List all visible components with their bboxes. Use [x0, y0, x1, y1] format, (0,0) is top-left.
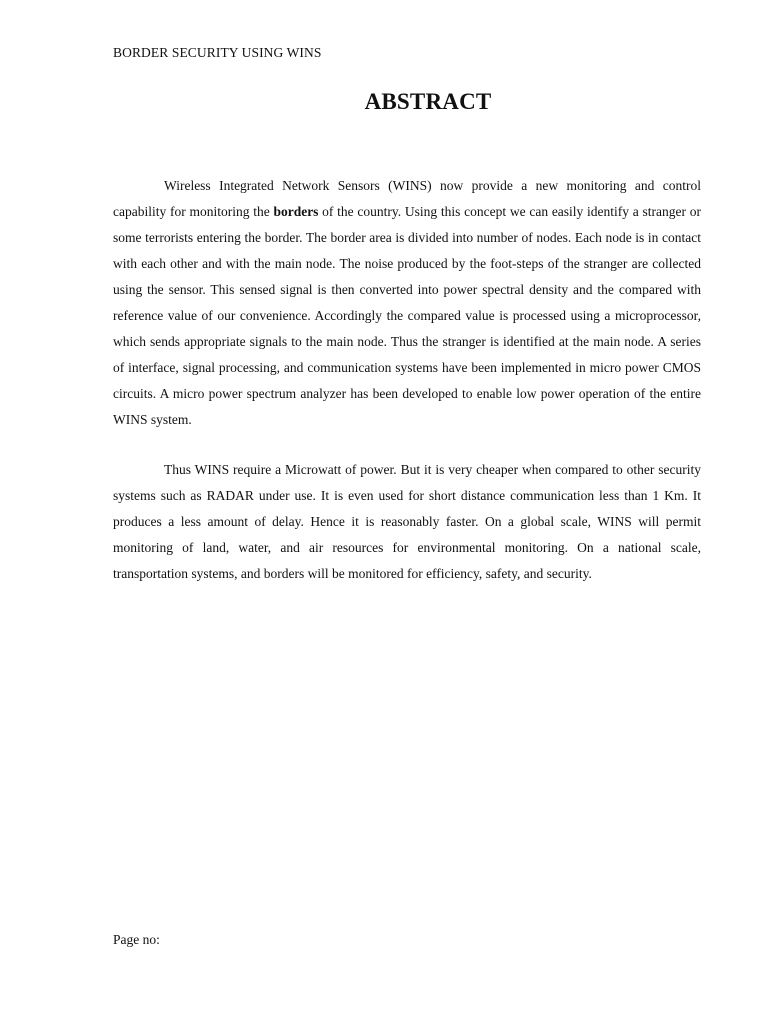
running-header: BORDER SECURITY USING WINS: [113, 45, 322, 60]
abstract-paragraph-1: [113, 173, 701, 433]
abstract-paragraph-2: [113, 457, 701, 587]
paragraph-1-bold-term: borders: [273, 204, 319, 219]
page-title: ABSTRACT: [364, 89, 492, 114]
page-number-label: Page no:: [113, 932, 160, 947]
paragraph-1-text-start: Wireless Integrated Network Sensors (WINS) now provide a new monitoring and control capability for monitoring the: [113, 178, 701, 219]
paragraph-1-text-end: of the country. Using this concept we can easily identify a stranger or some terrorists entering the border. The border area is divided into number of nodes. Each node is in contact with each other and with the main node. The noise produced by the foot-steps of the stranger are collected using the sensor. This sensed signal is then converted into power spectral density and the compared with reference value of our convenience. Accordingly the compared value is processed using a microprocessor, which sends appropriate signals to the main node. Thus the stranger is identified at the main node. A series of interface, signal processing, and communication systems have been implemented in micro power CMOS circuits. A micro power spectrum analyzer has been developed to enable low power operation of the entire WINS system.: [113, 204, 701, 427]
paragraph-2-text: Thus WINS require a Microwatt of power. But it is very cheaper when compared to other security systems such as RADAR under use. It is even used for short distance communication less than 1 Km. It produces a less amount of delay. Hence it is reasonably faster. On a global scale, WINS will permit monitoring of land, water, and air resources for environmental monitoring. On a national scale, transportation systems, and borders will be monitored for efficiency, safety, and security.: [113, 462, 701, 581]
